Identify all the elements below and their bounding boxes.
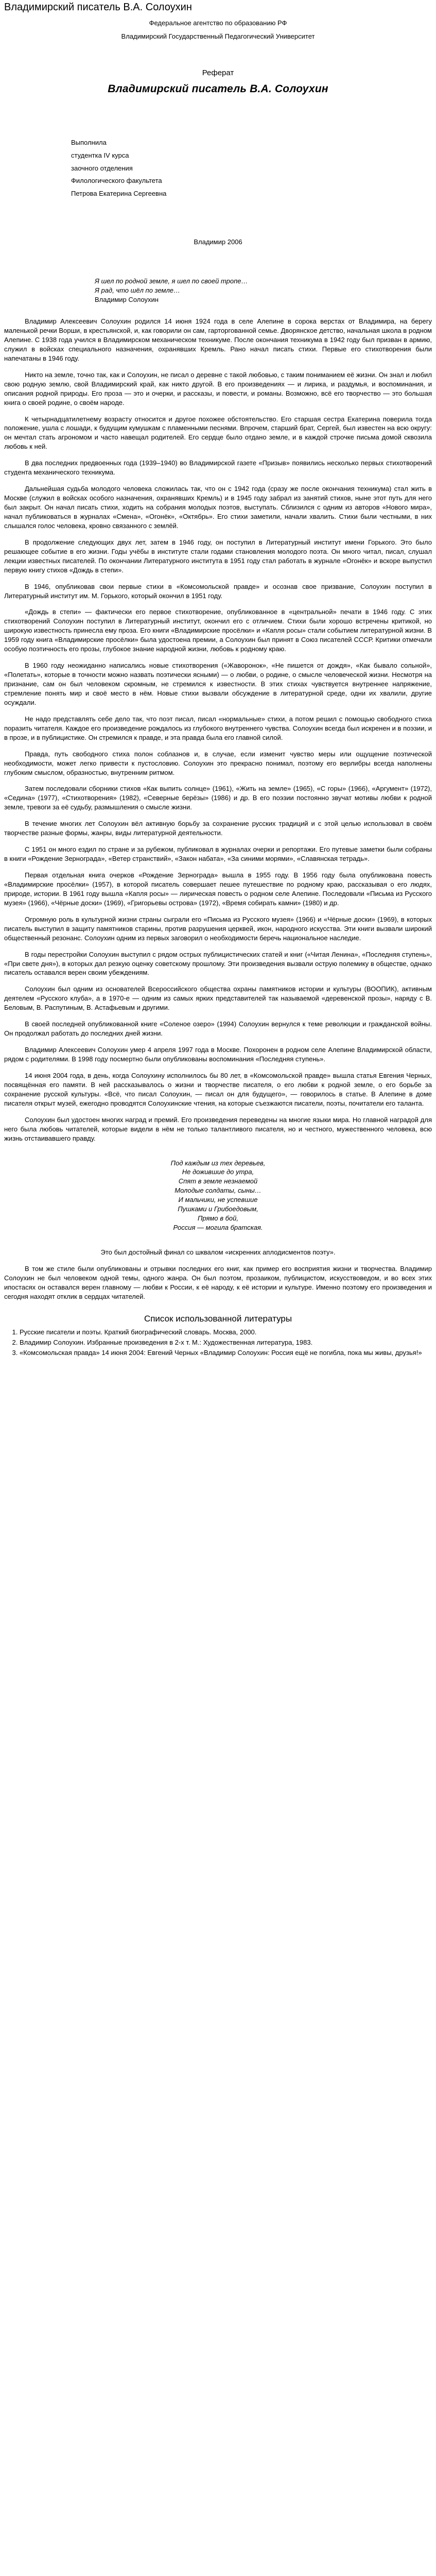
paragraph: Солоухин был удостоен многих наград и премий. Его произведения переведены на многие языки мира. Но главной наградой для него была любовь читателей, которые видели в нём не только талантливого писателя, но и честного, мужественного человека, всю жизнь отстаивавшего правду. — [4, 1115, 432, 1142]
paragraph: В продолжение следующих двух лет, затем в 1946 году, он поступил в Литературный институт имени Горького. Это было решающее событие в его жизни. Годы учёбы в институте стали годами становления молодого поэта. Он много читал, писал, слушал лекции известных писателей. По окончании Литературного института в 1951 году стал работать в журнале «Огонёк» и вскоре выпустил первую книгу стихов «Дождь в степи». — [4, 538, 432, 574]
paragraph: В том же стиле были опубликованы и отрывки последних его книг, как пример его восприятия жизни и творчества. Владимир Солоухин не был человеком одной темы, одного жанра. Он был поэтом, прозаиком, публицистом, искусствоведом, и во всех этих ипостасях он оставался верен главному — любви к России, к её народу, к её истории и культуре. Именно поэтому его произведения и сегодня находят отклик в сердцах читателей. — [4, 1264, 432, 1300]
final-text — [4, 1264, 432, 1301]
main-title: Владимирский писатель В.А. Солоухин — [108, 82, 328, 95]
paragraph: В два последних предвоенных года (1939–1940) во Владимирской газете «Призыв» появились несколько первых стихотворений студента механического техникума. — [4, 459, 432, 477]
paragraph: Никто на земле, точно так, как и Солоухин, не писал о деревне с такой любовью, с таким пониманием её жизни. Он знал и любил свою родную землю, свой Владимирский край, как никто другой. В его произведениях — и лирика, и раздумья, и воспоминания, и описания родной природы. Его проза — это и очерки, и рассказы, и повести, и романы. Возможно, всё его творчество — это большая книга о своей родине, о своём народе. — [4, 370, 432, 406]
epigraph-author: Владимир Солоухин — [95, 296, 159, 304]
info-line: заочного отделения — [71, 164, 133, 172]
paragraph: Дальнейшая судьба молодого человека сложилась так, что он с 1942 года (сразу же после окончания техникума) стал жить в Москве (служил в войсках особого назначения, охранявших Кремль) и в 1945 году забрал из занятий стихов, ныне этот путь для него был закрыт. Он начал писать стихи, ходить на собрания молодых поэтов, выступать. Сблизился с одним из авторов «Нового мира», начал публиковаться в журналах «Смена», «Огонёк», «Октябрь». Его стихи заметили, начали хвалить. Стихи были честными, в них слышался голос человека, кровно связанного с землёй. — [4, 485, 432, 530]
paragraph: Огромную роль в культурной жизни страны сыграли его «Письма из Русского музея» (1966) и «Чёрные доски» (1969), в которых писатель выступил в защиту памятников старины, против разрушения церквей, икон, народного искусства. Эти книги вызвали широкий общественный резонанс. Солоухин одним из первых заговорил о необходимости беречь национальное наследие. — [4, 915, 432, 942]
reference-item: 3. «Комсомольская правда» 14 июня 2004: Евгений Черных «Владимир Солоухин: Россия ещё не погибла, пока мы живы, друзья!» — [20, 1348, 432, 1358]
paragraph: Первая отдельная книга очерков «Рождение Зернограда» вышла в 1955 году. В 1956 году была опубликована повесть «Владимирские просёлки» (1957), в которой писатель совершает пешее путешествие по родному краю, рассказывая о его людях, природе, истории. В 1961 году вышла «Капля росы» — лирическая повесть о родном селе Алепине. Последовали «Письма из Русского музея» (1966), «Чёрные доски» (1969), «Григорьевы острова» (1972), «Время собирать камни» (1980) и др. — [4, 871, 432, 907]
referat-label: Реферат — [202, 69, 234, 77]
epigraph-line: Я рад, что шёл по земле… — [95, 286, 181, 295]
author-info-block — [71, 138, 432, 199]
poem-line: Не дожившие до утра, — [182, 1168, 254, 1176]
title-page-header — [4, 19, 432, 68]
info-line: Выполнила — [71, 138, 107, 146]
paragraph: Солоухин был одним из основателей Всероссийского общества охраны памятников истории и культуры (ВООПИК), активным деятелем «Русского клуба», а в 1970-е — одним из самых ярких представителей так называемой «деревенской прозы», наряду с В. Беловым, В. Распутиным, В. Астафьевым и другими. — [4, 985, 432, 1012]
info-line: Филологического факультета — [71, 177, 162, 185]
paragraph: В 1946, опубликовав свои первые стихи в «Комсомольской правде» и осознав свое призвание, Солоухин поступил в Литературный институт им. М. Горького, который окончил в 1951 году. — [4, 582, 432, 600]
paragraph: Затем последовали сборники стихов «Как выпить солнце» (1961), «Жить на земле» (1965), «С горы» (1966), «Аргумент» (1972), «Седина» (1977), «Стихотворения» (1982), «Северные берёзы» (1986) и др. В его поэзии постоянно звучат мотивы любви к родной земле, тревоги за её судьбу, размышления о смысле жизни. — [4, 785, 432, 811]
references-title: Список использованной литературы — [144, 1313, 292, 1324]
agency-name: Федеральное агентство по образованию РФ — [149, 19, 287, 27]
reference-item: 1. Русские писатели и поэты. Краткий биографический словарь. Москва, 2000. — [20, 1328, 432, 1337]
poem-line: Пушками и Грибоедовым, — [178, 1205, 258, 1213]
info-line: Петрова Екатерина Сергеевна — [71, 190, 167, 198]
paragraph: Не надо представлять себе дело так, что поэт писал, писал «нормальные» стихи, а потом решил с помощью свободного стиха поразить читателя. Каждое его произведение рождалось из глубокого внутреннего чувства. Солоухин всегда был искренен и в поэзии, и в прозе, и в публицистике. Он стремился к правде, и эта правда была его главной силой. — [4, 715, 432, 741]
city-year: Владимир 2006 — [194, 238, 242, 246]
poem-line: Молодые солдаты, сыны… — [175, 1187, 261, 1195]
reference-item: 2. Владимир Солоухин. Избранные произведения в 2-х т. М.: Художественная литература, 1983. — [20, 1338, 432, 1347]
epigraph-line: Я шел по родной земле, я шел по своей тропе… — [95, 277, 248, 285]
paragraph: С 1951 он много ездил по стране и за рубежом, публиковал в журналах очерки и репортажи. Его путевые заметки были собраны в книги «Рождение Зернограда», «Ветер странствий», «Закон набата», «За синими морями», «Славянская тетрадь». — [4, 845, 432, 863]
paragraph: Владимир Алексеевич Солоухин родился 14 июня 1924 года в селе Алепине в сорока верстах от Владимира, на берегу маленькой речки Ворши, в крестьянской, и, как говорили он сам, гарторгованной семье. Дворянское детство, начальная школа в родном Алепине. С 1938 года учился в Владимирском механическом техникуме. После окончания техникума в 1942 году был призван в армию, служил в войсках специального назначения, охранявших Кремль. Рано начал писать стихи. Первые его стихотворения были напечатаны в 1946 году. — [4, 317, 432, 362]
paragraph: В своей последней опубликованной книге «Соленое озеро» (1994) Солоухин вернулся к теме революции и гражданской войны. Он продолжал работать до последних дней жизни. — [4, 1020, 432, 1038]
poem-line: И мальчики, не успевшие — [178, 1196, 258, 1204]
body-text — [4, 317, 432, 1143]
references-list — [4, 1328, 432, 1358]
epigraph — [95, 277, 432, 295]
paragraph: 14 июня 2004 года, в день, когда Солоухину исполнилось бы 80 лет, в «Комсомольской правде» вышла статья Евгения Черных, посвящённая его памяти. В ней рассказывалось о жизни и творчестве писателя, о его любви к родной земле, о его борьбе за сохранение русской культуры. «Всё, что писал Солоухин, — писал он для будущего», — говорилось в статье. В Алепине в доме писателя открыт музей, ежегодно проводятся Солоухинские чтения, на которые съезжаются писатели, поэты, почитатели его таланта. — [4, 1071, 432, 1107]
paragraph: Правда, путь свободного стиха полон соблазнов и, в случае, если изменит чувство меры или ощущение поэтической необходимости, может легко привести к пустословию. Солоухин это прекрасно понимал, поэтому его верлибры всегда наполнены глубоким смыслом, образностью, внутренним ритмом. — [4, 750, 432, 776]
poem-line: Под каждым из тех деревьев, — [170, 1159, 266, 1167]
paragraph: В годы перестройки Солоухин выступил с рядом острых публицистических статей и книг («Читая Ленина», «Последняя ступень», «При свете дня»), в которых дал резкую оценку советскому прошлому. Эти произведения вызвали острую полемику в обществе, однако писатель оставался верен своим убеждениям. — [4, 950, 432, 977]
info-line: студентка IV курса — [71, 151, 129, 159]
paragraph: В течение многих лет Солоухин вёл активную борьбу за сохранение русских традиций и с этой целью использовал в своём творчестве разные формы, жанры, виды литературной деятельности. — [4, 820, 432, 837]
document-page — [0, 1, 436, 2576]
document-title: Владимирский писатель В.А. Солоухин — [4, 2, 192, 13]
paragraph: К четырнадцатилетнему возрасту относится и другое похожее обстоятельство. Его старшая сестра Екатерина поверила тогда положение, ушла с лошади, к будущим кумушкам с пламенными песнями. Впрочем, старший брат, Сергей, был известен на всю округу: он мечтал стать агрономом и часто навещал родителей. Его сердце было отдано земле, и в каждой строчке письма домой сквозила любовь к ней. — [4, 415, 432, 451]
paragraph: «Дождь в степи» — фактически его первое стихотворение, опубликованное в «центральной» печати в 1946 году. С этих стихотворений Солоухин поступил в Литературный институт, окончил его с отличием. Стихи были хорошо встречены критикой, но широкую известность принесла ему проза. Его книги «Владимирские просёлки» и «Капля росы» стали событием литературной жизни. В 1959 году книга «Владимирские просёлки» была удостоена премии, а Солоухин был принят в Союз писателей СССР. Критики отмечали особую поэтичность его прозы, глубокое знание народной жизни, любовь к родному краю. — [4, 608, 432, 653]
paragraph: В 1960 году неожиданно написались новые стихотворения («Жаворонок», «Не пишется от дождя», «Как бывало сольной», «Полетать», которые в точности можно назвать поэтически ясными) — о любви, о родине, о смысле человеческой жизни. Несмотря на признание, сам он был человеком скромным, не стремился к известности. В этих стихах чувствуется внутреннее напряжение, стремление понять мир и своё место в нём. Новые стихи вызвали обсуждение в литературной среде, одни их хвалили, другие осуждали. — [4, 662, 432, 706]
poem — [4, 1159, 432, 1233]
paragraph: Владимир Алексеевич Солоухин умер 4 апреля 1997 года в Москве. Похоронен в родном селе Алепине Владимирской области, рядом с родителями. В 1998 году посмертно были опубликованы воспоминания «Последняя ступень». — [4, 1046, 432, 1063]
poem-line: Россия — могила братская. — [173, 1224, 263, 1232]
university-name: Владимирский Государственный Педагогический Университет — [121, 32, 315, 40]
after-poem-line: Это был достойный финал со шквалом «искренних аплодисментов поэту». — [100, 1248, 336, 1257]
poem-line: Спят в земле незнаемой — [178, 1177, 258, 1185]
poem-line: Прямо в бой, — [198, 1214, 238, 1223]
